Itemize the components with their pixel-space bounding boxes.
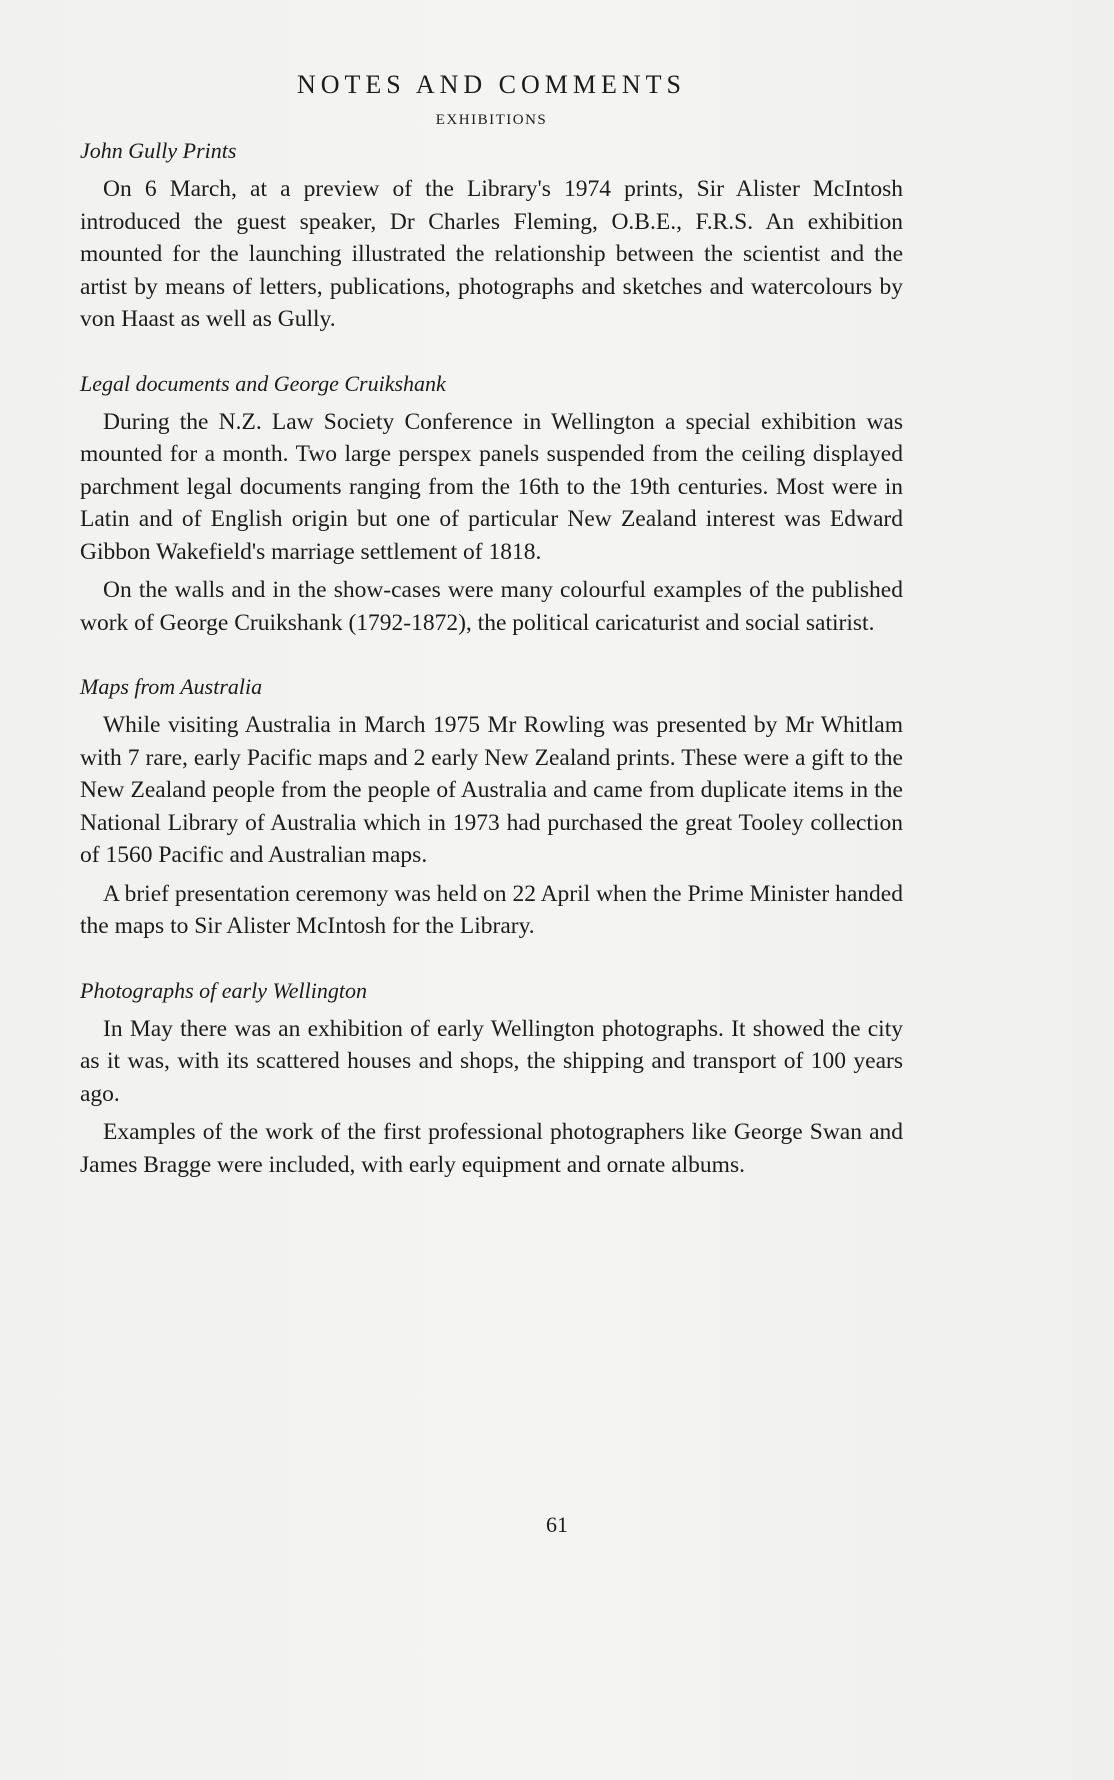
page-number: 61 <box>546 1512 568 1537</box>
section-maps-from-australia <box>80 671 903 943</box>
section-early-wellington-photographs <box>80 975 903 1182</box>
paragraph: In May there was an exhibition of early Wellington photographs. It showed the city as it was, with its scattered houses and shops, the shipping and transport of 100 years ago. <box>80 1015 903 1107</box>
section-group-heading: EXHIBITIONS <box>435 112 548 128</box>
section-title: Photographs of early Wellington <box>80 977 368 1003</box>
text-column <box>80 70 903 1213</box>
section-john-gully-prints <box>80 135 903 336</box>
paragraph: On 6 March, at a preview of the Library's 1974 prints, Sir Alister McIntosh introduced the guest speaker, Dr Charles Fleming, O.B.E., F.R.S. An exhibition mounted for the launching illustrated the relationship between the scientist and the artist by means of letters, publications, photographs and sketches and watercolours by von Haast as well as Gully. <box>80 176 903 332</box>
paragraph: Examples of the work of the first professional photographers like George Swan and James Bragge were included, with early equipment and ornate albums. <box>80 1119 903 1178</box>
section-title: Maps from Australia <box>80 674 263 699</box>
paragraph: While visiting Australia in March 1975 Mr Rowling was presented by Mr Whitlam with 7 rare, early Pacific maps and 2 early New Zealand prints. These were a gift to the New Zealand people from the people of Australia and came from duplicate items in the National Library of Australia which in 1973 had purchased the great Tooley collection of 1560 Pacific and Australian maps. <box>80 712 903 868</box>
section-title: John Gully Prints <box>80 138 237 163</box>
paragraph: On the walls and in the show-cases were many colourful examples of the published work of George Cruikshank (1792-1872), the political caricaturist and social satirist. <box>80 577 903 636</box>
section-title: Legal documents and George Cruikshank <box>80 370 446 396</box>
page-heading: NOTES AND COMMENTS <box>296 70 687 99</box>
section-legal-documents <box>80 368 903 640</box>
paragraph: During the N.Z. Law Society Conference in Wellington a special exhibition was mounted for a month. Two large perspex panels suspended from the ceiling displayed parchment legal documents ranging from the 16th to the 19th centuries. Most were in Latin and of English origin but one of particular New Zealand interest was Edward Gibbon Wakefield's marriage settlement of 1818. <box>80 408 903 565</box>
paragraph: A brief presentation ceremony was held on 22 April when the Prime Minister handed the maps to Sir Alister McIntosh for the Library. <box>80 880 903 939</box>
